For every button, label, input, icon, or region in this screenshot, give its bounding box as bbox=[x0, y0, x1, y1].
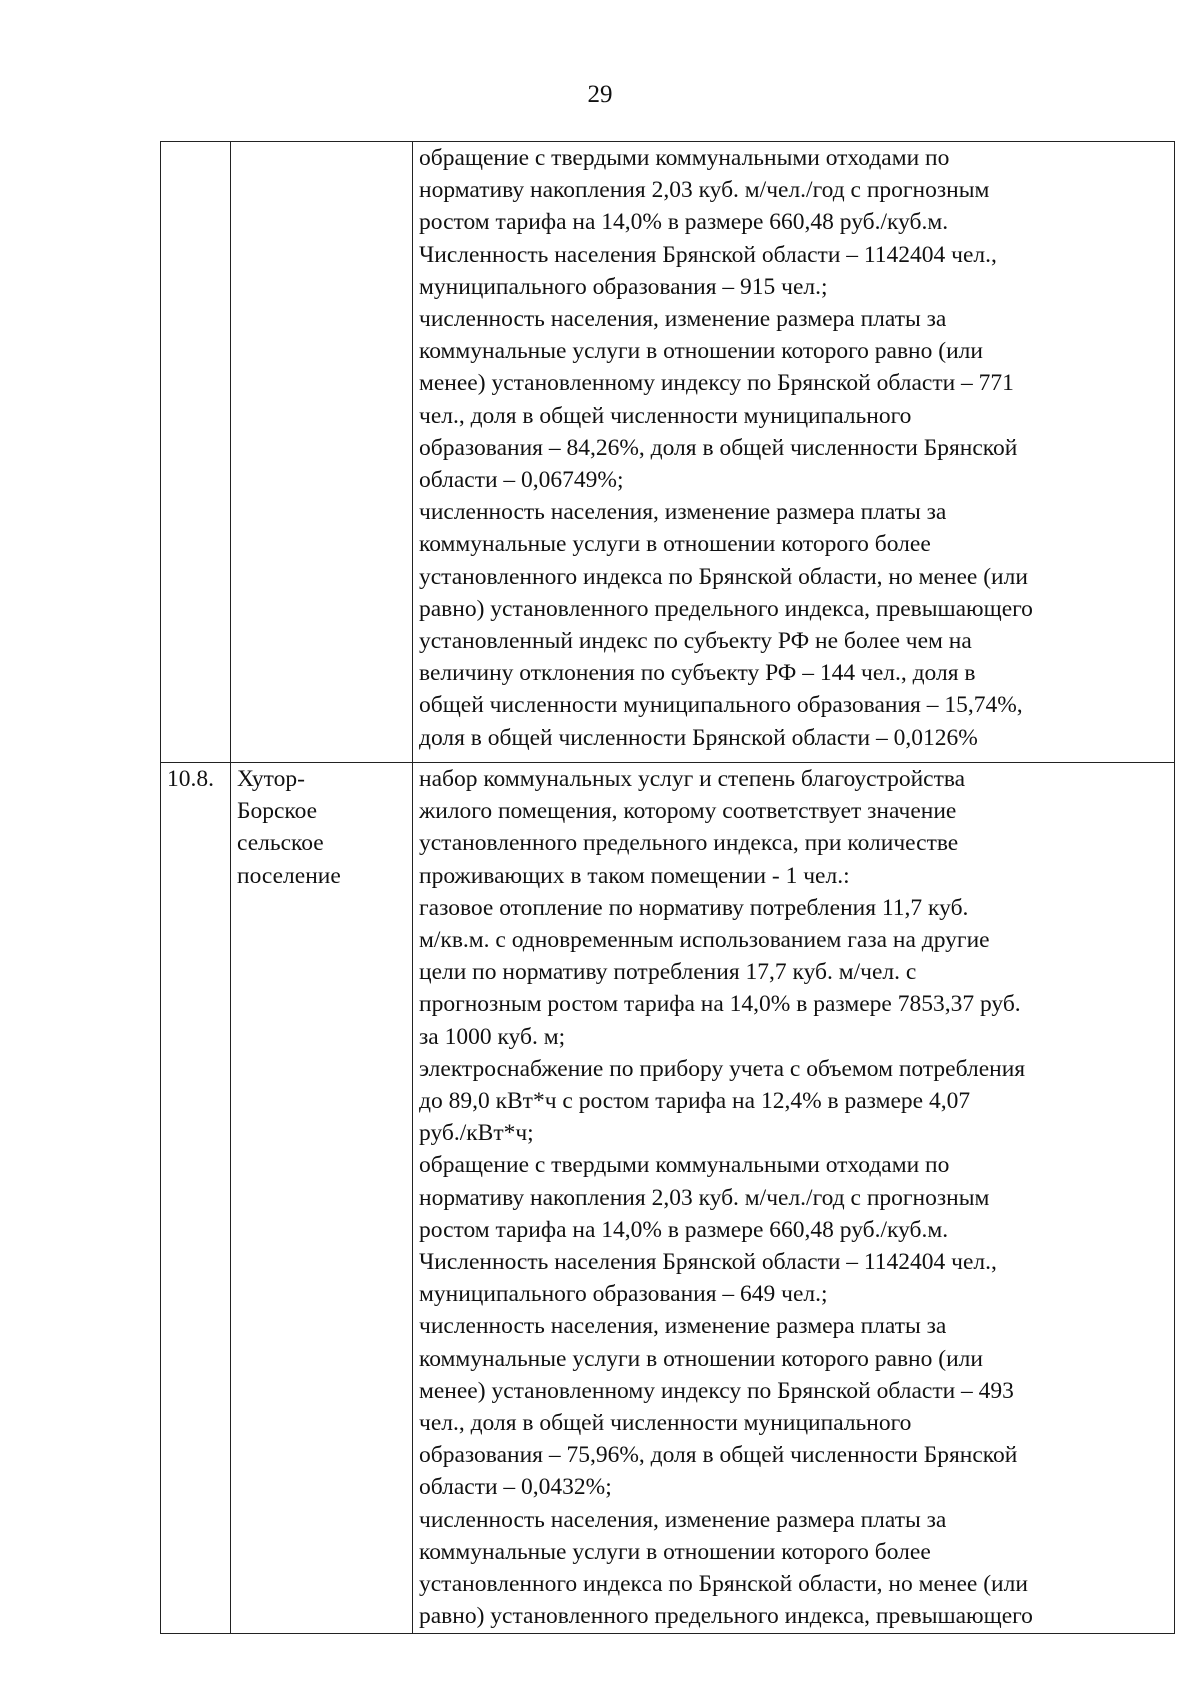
text-line: прогнозным ростом тарифа на 14,0% в размере 7853,37 руб. bbox=[419, 991, 1021, 1018]
text-line: общей численности муниципального образования – 15,74%, bbox=[419, 692, 1023, 719]
text-line: Численность населения Брянской области – 1142404 чел., bbox=[419, 1249, 997, 1276]
text-line: ростом тарифа на 14,0% в размере 660,48 руб./куб.м. bbox=[419, 209, 949, 236]
text-line: области – 0,0432%; bbox=[419, 1474, 612, 1501]
text-line: установленный индекс по субъекту РФ не более чем на bbox=[419, 628, 972, 655]
text-line: установленного индекса по Брянской области, но менее (или bbox=[419, 563, 1028, 590]
table-row bbox=[161, 142, 1175, 763]
municipal-index-table bbox=[160, 141, 1175, 1634]
text-line: коммунальные услуги в отношении которого более bbox=[419, 531, 931, 558]
text-line: доля в общей численности Брянской области – 0,0126% bbox=[419, 724, 978, 751]
text-line: руб./кВт*ч; bbox=[419, 1120, 534, 1147]
text-line: поселение bbox=[237, 862, 341, 889]
text-line: численность населения, изменение размера платы за bbox=[419, 499, 947, 526]
text-line: величину отклонения по субъекту РФ – 144 чел., доля в bbox=[419, 660, 976, 687]
text-line: набор коммунальных услуг и степень благоустройства bbox=[419, 766, 966, 792]
text-line: м/кв.м. с одновременным использованием газа на другие bbox=[419, 927, 990, 954]
text-line: равно) установленного предельного индекса, превышающего bbox=[419, 595, 1033, 622]
text-line: коммунальные услуги в отношении которого более bbox=[419, 1538, 931, 1565]
text-line: коммунальные услуги в отношении которого равно (или bbox=[419, 338, 983, 365]
text-line: равно) установленного предельного индекса, превышающего bbox=[419, 1603, 1033, 1630]
text-line: обращение с твердыми коммунальными отходами по bbox=[419, 1152, 950, 1179]
text-line: газовое отопление по нормативу потребления 11,7 куб. bbox=[419, 894, 969, 921]
text-line: численность населения, изменение размера платы за bbox=[419, 1313, 947, 1340]
text-line: установленного индекса по Брянской области, но менее (или bbox=[419, 1571, 1028, 1598]
description-cell bbox=[413, 142, 1175, 763]
municipality-name-cell bbox=[231, 763, 413, 1634]
text-line: установленного предельного индекса, при количестве bbox=[419, 830, 959, 857]
text-line: области – 0,06749%; bbox=[419, 467, 624, 494]
text-line: образования – 75,96%, доля в общей численности Брянской bbox=[419, 1442, 1018, 1469]
description-cell bbox=[413, 763, 1175, 1634]
row-number-cell bbox=[161, 142, 231, 763]
text-line: обращение с твердыми коммунальными отходами по bbox=[419, 145, 950, 171]
table-row bbox=[161, 763, 1175, 1634]
text-line: Борское bbox=[237, 798, 318, 825]
row-number-cell: 10.8. bbox=[161, 763, 231, 1634]
text-line: Численность населения Брянской области – 1142404 чел., bbox=[419, 241, 997, 268]
text-line: электроснабжение по прибору учета с объемом потребления bbox=[419, 1055, 1026, 1082]
text-line: ростом тарифа на 14,0% в размере 660,48 руб./куб.м. bbox=[419, 1216, 949, 1243]
text-line: Хутор- bbox=[237, 766, 305, 792]
text-line: муниципального образования – 915 чел.; bbox=[419, 273, 828, 300]
text-line: нормативу накопления 2,03 куб. м/чел./год с прогнозным bbox=[419, 177, 990, 204]
municipality-name-cell bbox=[231, 142, 413, 763]
text-line: жилого помещения, которому соответствует значение bbox=[419, 798, 957, 825]
text-line: менее) установленному индексу по Брянской области – 771 bbox=[419, 370, 1014, 397]
text-line: нормативу накопления 2,03 куб. м/чел./год с прогнозным bbox=[419, 1184, 990, 1211]
text-line: проживающих в таком помещении - 1 чел.: bbox=[419, 862, 850, 889]
text-line: чел., доля в общей численности муниципального bbox=[419, 402, 912, 429]
text-line: цели по нормативу потребления 17,7 куб. м/чел. с bbox=[419, 959, 917, 986]
text-line: чел., доля в общей численности муниципального bbox=[419, 1410, 912, 1437]
text-line: муниципального образования – 649 чел.; bbox=[419, 1281, 828, 1308]
text-line: коммунальные услуги в отношении которого равно (или bbox=[419, 1345, 983, 1372]
text-line: до 89,0 кВт*ч с ростом тарифа на 12,4% в размере 4,07 bbox=[419, 1088, 971, 1115]
page-number: 29 bbox=[587, 81, 613, 108]
text-line: образования – 84,26%, доля в общей численности Брянской bbox=[419, 434, 1018, 461]
text-line: за 1000 куб. м; bbox=[419, 1023, 566, 1050]
text-line: сельское bbox=[237, 830, 324, 857]
text-line: менее) установленному индексу по Брянской области – 493 bbox=[419, 1377, 1014, 1404]
text-line: численность населения, изменение размера платы за bbox=[419, 306, 947, 333]
text-line: численность населения, изменение размера платы за bbox=[419, 1506, 947, 1533]
